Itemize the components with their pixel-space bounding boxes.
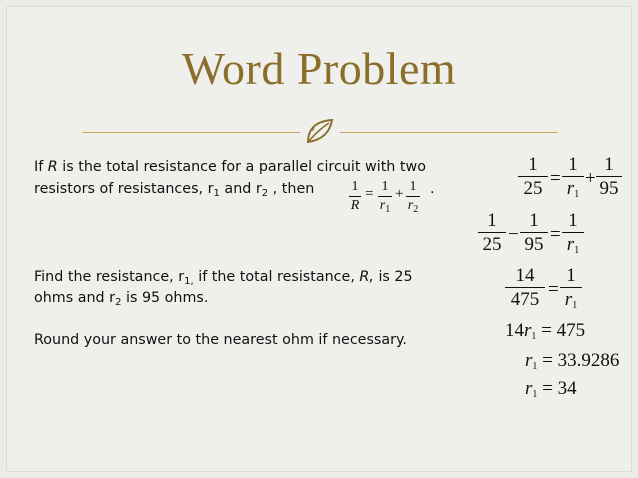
fraction [478, 211, 506, 254]
title-rule-right [340, 132, 558, 133]
fraction-bar [349, 196, 361, 197]
text: and r [219, 181, 262, 197]
denominator: R [350, 198, 360, 213]
solution-step-6 [525, 378, 577, 400]
frac-1-over-R [349, 180, 361, 213]
solution-step-5 [525, 350, 619, 372]
numerator: 1 [487, 210, 497, 231]
var-r: r [379, 198, 386, 213]
fraction-bar [560, 287, 582, 288]
var-r: r [566, 234, 575, 255]
double-leaf-ornament-icon [305, 118, 335, 144]
rounding-instruction: Round your answer to the nearest ohm if necessary. [34, 332, 407, 348]
denominator: 95 [599, 178, 619, 199]
period: . [430, 181, 435, 197]
fraction-bar [596, 176, 622, 177]
denominator [562, 235, 584, 256]
var-r: r [566, 178, 575, 199]
coefficient: 14 [505, 320, 524, 341]
text: is 25 [373, 269, 413, 285]
var-r: r [524, 320, 532, 341]
var-R: R [47, 159, 58, 175]
fraction-bar [518, 176, 548, 177]
subscript: 1 [531, 331, 537, 342]
denominator [406, 199, 420, 215]
numerator: 1 [568, 154, 578, 175]
frac-1-over-r1 [378, 180, 392, 215]
var-r: r [407, 198, 414, 213]
numerator: 1 [381, 179, 389, 194]
fraction [562, 211, 584, 256]
denominator: 25 [482, 234, 502, 255]
fraction [505, 266, 545, 309]
text: , then [268, 181, 315, 197]
denominator: 25 [523, 178, 543, 199]
subscript: 1 [385, 204, 391, 215]
denominator [378, 199, 392, 215]
expression: = 33.9286 [537, 350, 620, 371]
text: resistors of resistances, r [34, 181, 214, 197]
numerator: 1 [528, 154, 538, 175]
text: If [34, 159, 48, 175]
subscript: 1 [532, 389, 538, 400]
slide-title: Word Problem [181, 43, 457, 94]
title-rule-left [82, 132, 300, 133]
subscript: 1 [574, 189, 580, 200]
text: Find the resistance, r [34, 269, 185, 285]
fraction [520, 211, 548, 254]
equals-sign: = [365, 186, 374, 202]
equals-sign: = [548, 279, 559, 300]
numerator: 1 [568, 210, 578, 231]
fraction-bar [505, 287, 545, 288]
numerator: 14 [515, 265, 535, 286]
text: ohms and r [34, 290, 116, 306]
fraction [560, 266, 582, 311]
var-r: r [525, 350, 533, 371]
fraction [596, 155, 622, 198]
fraction-bar [478, 232, 506, 233]
numerator: 1 [529, 210, 539, 231]
subscript: 1 [572, 300, 578, 311]
denominator: 475 [510, 289, 540, 310]
equals-sign: = [550, 168, 561, 189]
fraction-bar [562, 176, 584, 177]
minus-sign: − [508, 224, 519, 245]
subscript: 2 [115, 297, 122, 308]
frac-1-over-r2 [406, 180, 420, 215]
var-r: r [525, 378, 533, 399]
var-r: r [564, 289, 573, 310]
subscript: 1 [532, 361, 538, 372]
problem-line-2 [34, 179, 314, 204]
var-R: R, [359, 269, 374, 285]
subscript: 2 [413, 204, 419, 215]
numerator: 1 [566, 265, 576, 286]
fraction [518, 155, 548, 198]
text: is 95 ohms. [121, 290, 209, 306]
plus-sign: + [395, 186, 404, 202]
subscript: 2 [261, 188, 269, 199]
text: if the total resistance, [193, 269, 360, 285]
fraction [562, 155, 584, 200]
expression: = 475 [536, 320, 586, 341]
expression: = 34 [537, 378, 577, 399]
find-line-2 [34, 288, 208, 313]
numerator: 1 [351, 179, 359, 194]
fraction-bar [378, 196, 392, 197]
subscript: 1, [184, 276, 194, 287]
fraction-bar [406, 196, 420, 197]
denominator: 95 [524, 234, 544, 255]
text: is the total resistance for a parallel circuit with two [57, 159, 426, 175]
denominator [562, 179, 584, 200]
fraction-bar [562, 232, 584, 233]
numerator: 1 [604, 154, 614, 175]
fraction-bar [520, 232, 548, 233]
problem-line-1 [34, 157, 426, 178]
denominator [560, 290, 582, 311]
solution-step-4 [505, 320, 585, 342]
numerator: 1 [409, 179, 417, 194]
subscript: 1 [574, 245, 580, 256]
subscript: 1 [213, 188, 220, 199]
equals-sign: = [550, 224, 561, 245]
plus-sign: + [585, 168, 596, 189]
